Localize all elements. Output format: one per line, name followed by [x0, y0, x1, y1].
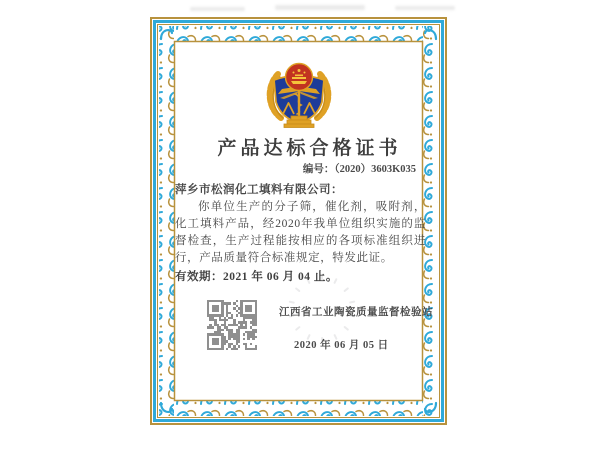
scan-artifact — [190, 7, 245, 11]
issue-date: 2020 年 06 月 05 日 — [294, 340, 389, 351]
certificate-body: 你单位生产的分子筛，催化剂，吸附剂，化工填料产品，经2020年我单位组织实施的监督检查，生产过程能按相应的各项标准组织进行，产品质量符合标准规定，特发此证。 — [175, 201, 426, 264]
scan-artifact — [275, 5, 365, 10]
certificate — [150, 17, 447, 425]
scan-artifact — [395, 6, 455, 10]
certificate-number-value: （2020）3603K035 — [334, 164, 416, 175]
certificate-number — [150, 161, 416, 176]
qr-code — [207, 300, 257, 350]
validity-line: 有效期：2021 年 06 月 04 止。 — [175, 271, 338, 283]
recipient-company: 萍乡市松润化工填料有限公司： — [175, 184, 343, 196]
certificate-number-label: 编号： — [302, 164, 335, 175]
issuer-name: 江西省工业陶瓷质量监督检验站 — [279, 307, 433, 318]
quality-supervision-emblem-icon — [261, 58, 337, 128]
certificate-title: 产品达标合格证书 — [217, 138, 402, 159]
